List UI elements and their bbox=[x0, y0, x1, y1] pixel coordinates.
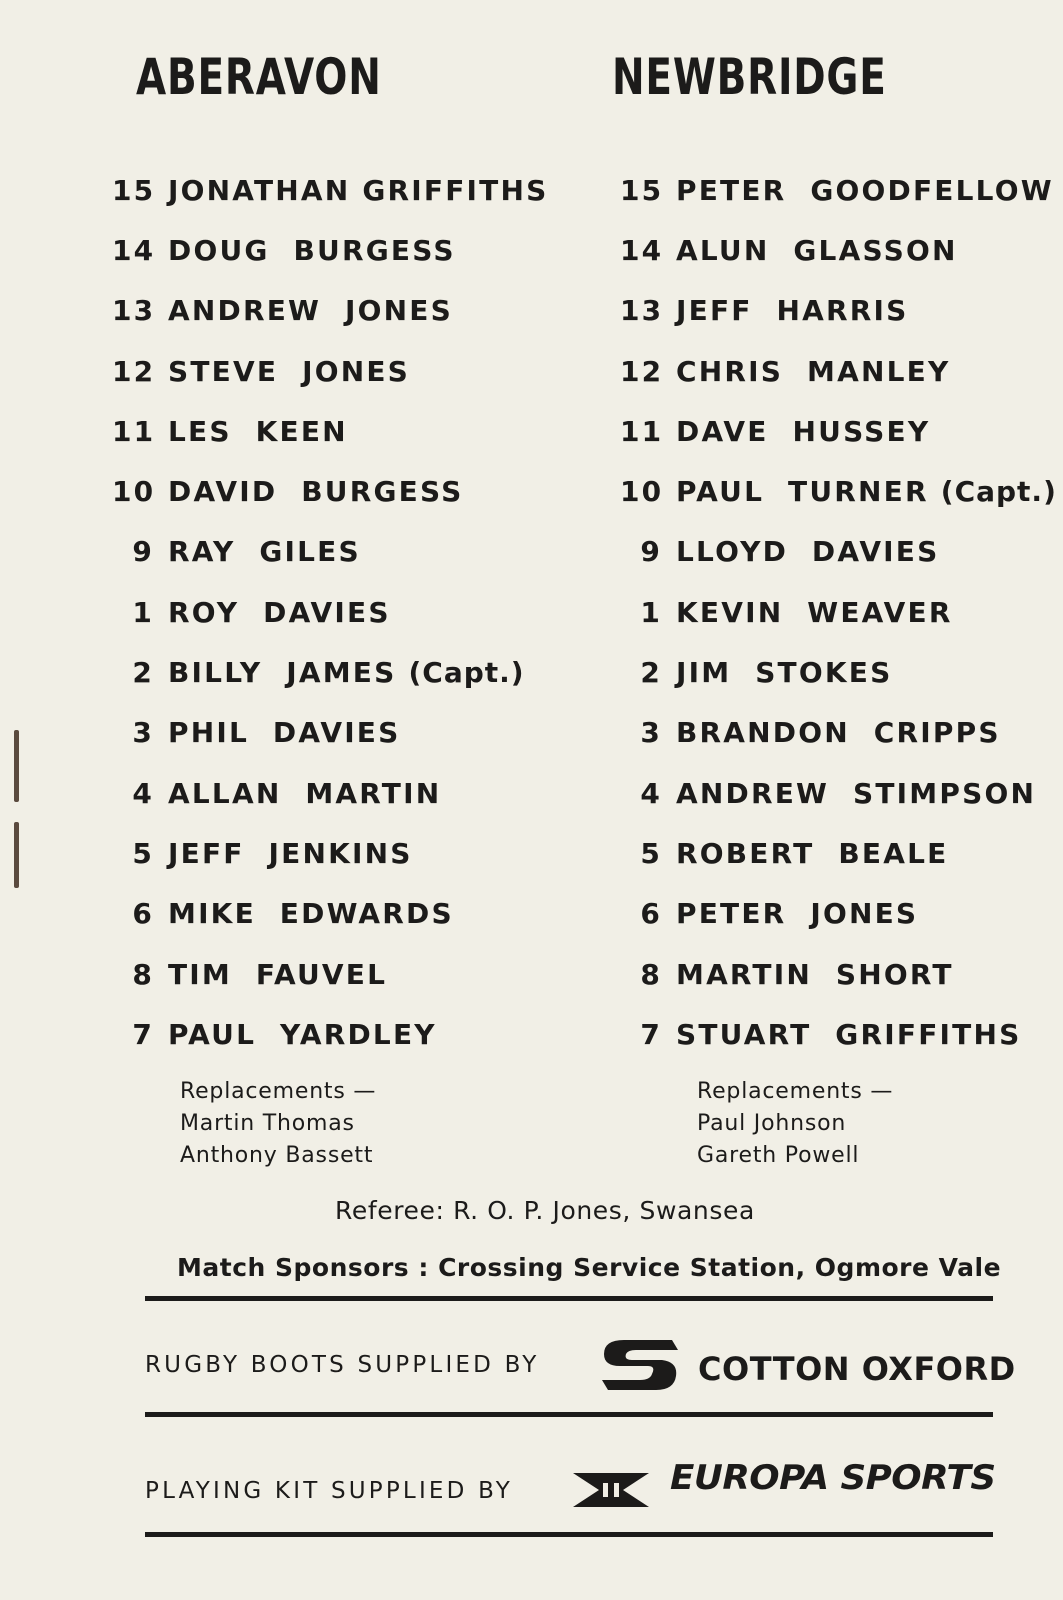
player-row bbox=[620, 341, 1060, 401]
player-number: 7 bbox=[640, 1017, 662, 1051]
player-row bbox=[620, 461, 1060, 521]
player-row bbox=[112, 884, 552, 944]
player-number: 10 bbox=[112, 475, 156, 509]
player-number: 6 bbox=[132, 897, 154, 931]
player-number: 5 bbox=[640, 836, 662, 870]
player-name: PHIL DAVIES bbox=[168, 716, 401, 750]
player-row bbox=[620, 582, 1060, 642]
player-name: ROY DAVIES bbox=[168, 595, 391, 629]
player-row bbox=[620, 281, 1060, 341]
player-row bbox=[620, 642, 1060, 702]
captain-marker: (Capt.) bbox=[408, 656, 525, 690]
player-name: DAVID BURGESS bbox=[168, 475, 464, 509]
player-name: JEFF HARRIS bbox=[676, 294, 909, 328]
player-name: PETER GOODFELLOW bbox=[676, 173, 1054, 207]
player-row bbox=[620, 522, 1060, 582]
replacements-heading: Replacements — bbox=[697, 1079, 894, 1104]
player-number: 2 bbox=[640, 656, 662, 690]
europa-sports-logo-icon bbox=[573, 1473, 649, 1507]
player-row bbox=[112, 642, 552, 702]
home-team-name: ABERAVON bbox=[136, 48, 382, 106]
player-number: 9 bbox=[640, 535, 662, 569]
player-number: 1 bbox=[640, 595, 662, 629]
boots-brand-name: COTTON OXFORD bbox=[698, 1350, 1016, 1388]
player-number: 5 bbox=[132, 836, 154, 870]
away-team-roster bbox=[620, 160, 1060, 1064]
home-replacements bbox=[180, 1076, 376, 1172]
player-row bbox=[620, 160, 1060, 220]
match-sponsors-line: Match Sponsors : Crossing Service Station, Ogmore Vale bbox=[177, 1253, 1002, 1282]
player-number: 11 bbox=[620, 414, 664, 448]
divider-rule bbox=[145, 1412, 993, 1417]
player-number: 4 bbox=[640, 776, 662, 810]
replacement-player: Martin Thomas bbox=[180, 1111, 355, 1136]
player-name: ALLAN MARTIN bbox=[168, 776, 442, 810]
player-number: 8 bbox=[132, 957, 154, 991]
player-number: 8 bbox=[640, 957, 662, 991]
boots-supplier-text: RUGBY BOOTS SUPPLIED BY bbox=[145, 1352, 540, 1378]
player-row bbox=[112, 522, 552, 582]
replacements-heading: Replacements — bbox=[180, 1079, 377, 1104]
player-name: BRANDON CRIPPS bbox=[676, 716, 1001, 750]
player-row bbox=[620, 703, 1060, 763]
player-number: 1 bbox=[132, 595, 154, 629]
player-name: PAUL YARDLEY bbox=[168, 1017, 437, 1051]
player-row bbox=[112, 341, 552, 401]
player-number: 14 bbox=[112, 233, 156, 267]
player-row bbox=[112, 401, 552, 461]
player-number: 15 bbox=[620, 173, 664, 207]
player-row bbox=[620, 884, 1060, 944]
player-number: 3 bbox=[132, 716, 154, 750]
player-name: ROBERT BEALE bbox=[676, 836, 949, 870]
divider-rule bbox=[145, 1532, 993, 1537]
player-row bbox=[620, 763, 1060, 823]
player-name: ALUN GLASSON bbox=[676, 233, 958, 267]
player-name: DOUG BURGESS bbox=[168, 233, 456, 267]
divider-rule bbox=[145, 1296, 993, 1301]
player-name: CHRIS MANLEY bbox=[676, 354, 951, 388]
staple-mark-upper bbox=[14, 730, 19, 802]
away-team-name: NEWBRIDGE bbox=[612, 48, 887, 106]
player-row bbox=[112, 944, 552, 1004]
player-name: PAUL TURNER bbox=[676, 475, 929, 509]
player-name: PETER JONES bbox=[676, 897, 919, 931]
player-name: MARTIN SHORT bbox=[676, 957, 954, 991]
player-name: RAY GILES bbox=[168, 535, 361, 569]
player-row bbox=[112, 461, 552, 521]
captain-marker: (Capt.) bbox=[940, 475, 1057, 509]
player-row bbox=[112, 220, 552, 280]
player-number: 4 bbox=[132, 776, 154, 810]
player-name: JEFF JENKINS bbox=[168, 836, 413, 870]
player-number: 2 bbox=[132, 656, 154, 690]
player-name: JONATHAN GRIFFITHS bbox=[168, 173, 549, 207]
home-team-roster bbox=[112, 160, 552, 1064]
player-name: ANDREW STIMPSON bbox=[676, 776, 1037, 810]
kit-brand-name: EUROPA SPORTS bbox=[670, 1458, 996, 1498]
player-name: TIM FAUVEL bbox=[168, 957, 388, 991]
player-row bbox=[112, 703, 552, 763]
player-row bbox=[112, 281, 552, 341]
player-number: 11 bbox=[112, 414, 156, 448]
player-row bbox=[620, 1004, 1060, 1064]
player-number: 13 bbox=[620, 294, 664, 328]
player-row bbox=[112, 823, 552, 883]
player-number: 12 bbox=[620, 354, 664, 388]
player-name: DAVE HUSSEY bbox=[676, 414, 931, 448]
player-row bbox=[620, 401, 1060, 461]
player-name: LES KEEN bbox=[168, 414, 348, 448]
player-number: 9 bbox=[132, 535, 154, 569]
away-replacements bbox=[697, 1076, 893, 1172]
player-number: 15 bbox=[112, 173, 156, 207]
player-row bbox=[112, 1004, 552, 1064]
player-row bbox=[112, 763, 552, 823]
player-name: KEVIN WEAVER bbox=[676, 595, 953, 629]
player-number: 14 bbox=[620, 233, 664, 267]
player-number: 3 bbox=[640, 716, 662, 750]
player-number: 10 bbox=[620, 475, 664, 509]
player-number: 7 bbox=[132, 1017, 154, 1051]
player-row bbox=[620, 944, 1060, 1004]
staple-mark-lower bbox=[14, 822, 19, 888]
player-number: 13 bbox=[112, 294, 156, 328]
cotton-oxford-logo-icon bbox=[598, 1336, 680, 1394]
player-row bbox=[620, 220, 1060, 280]
player-name: BILLY JAMES bbox=[168, 656, 397, 690]
player-row bbox=[620, 823, 1060, 883]
player-name: JIM STOKES bbox=[676, 656, 893, 690]
player-row bbox=[112, 160, 552, 220]
player-row bbox=[112, 582, 552, 642]
player-number: 6 bbox=[640, 897, 662, 931]
kit-supplier-text: PLAYING KIT SUPPLIED BY bbox=[145, 1478, 514, 1504]
player-name: ANDREW JONES bbox=[168, 294, 453, 328]
replacement-player: Anthony Bassett bbox=[180, 1143, 374, 1168]
player-number: 12 bbox=[112, 354, 156, 388]
player-name: STEVE JONES bbox=[168, 354, 411, 388]
replacement-player: Paul Johnson bbox=[697, 1111, 847, 1136]
player-name: STUART GRIFFITHS bbox=[676, 1017, 1022, 1051]
referee-line: Referee: R. O. P. Jones, Swansea bbox=[335, 1196, 755, 1225]
player-name: MIKE EDWARDS bbox=[168, 897, 454, 931]
replacement-player: Gareth Powell bbox=[697, 1143, 860, 1168]
player-name: LLOYD DAVIES bbox=[676, 535, 940, 569]
